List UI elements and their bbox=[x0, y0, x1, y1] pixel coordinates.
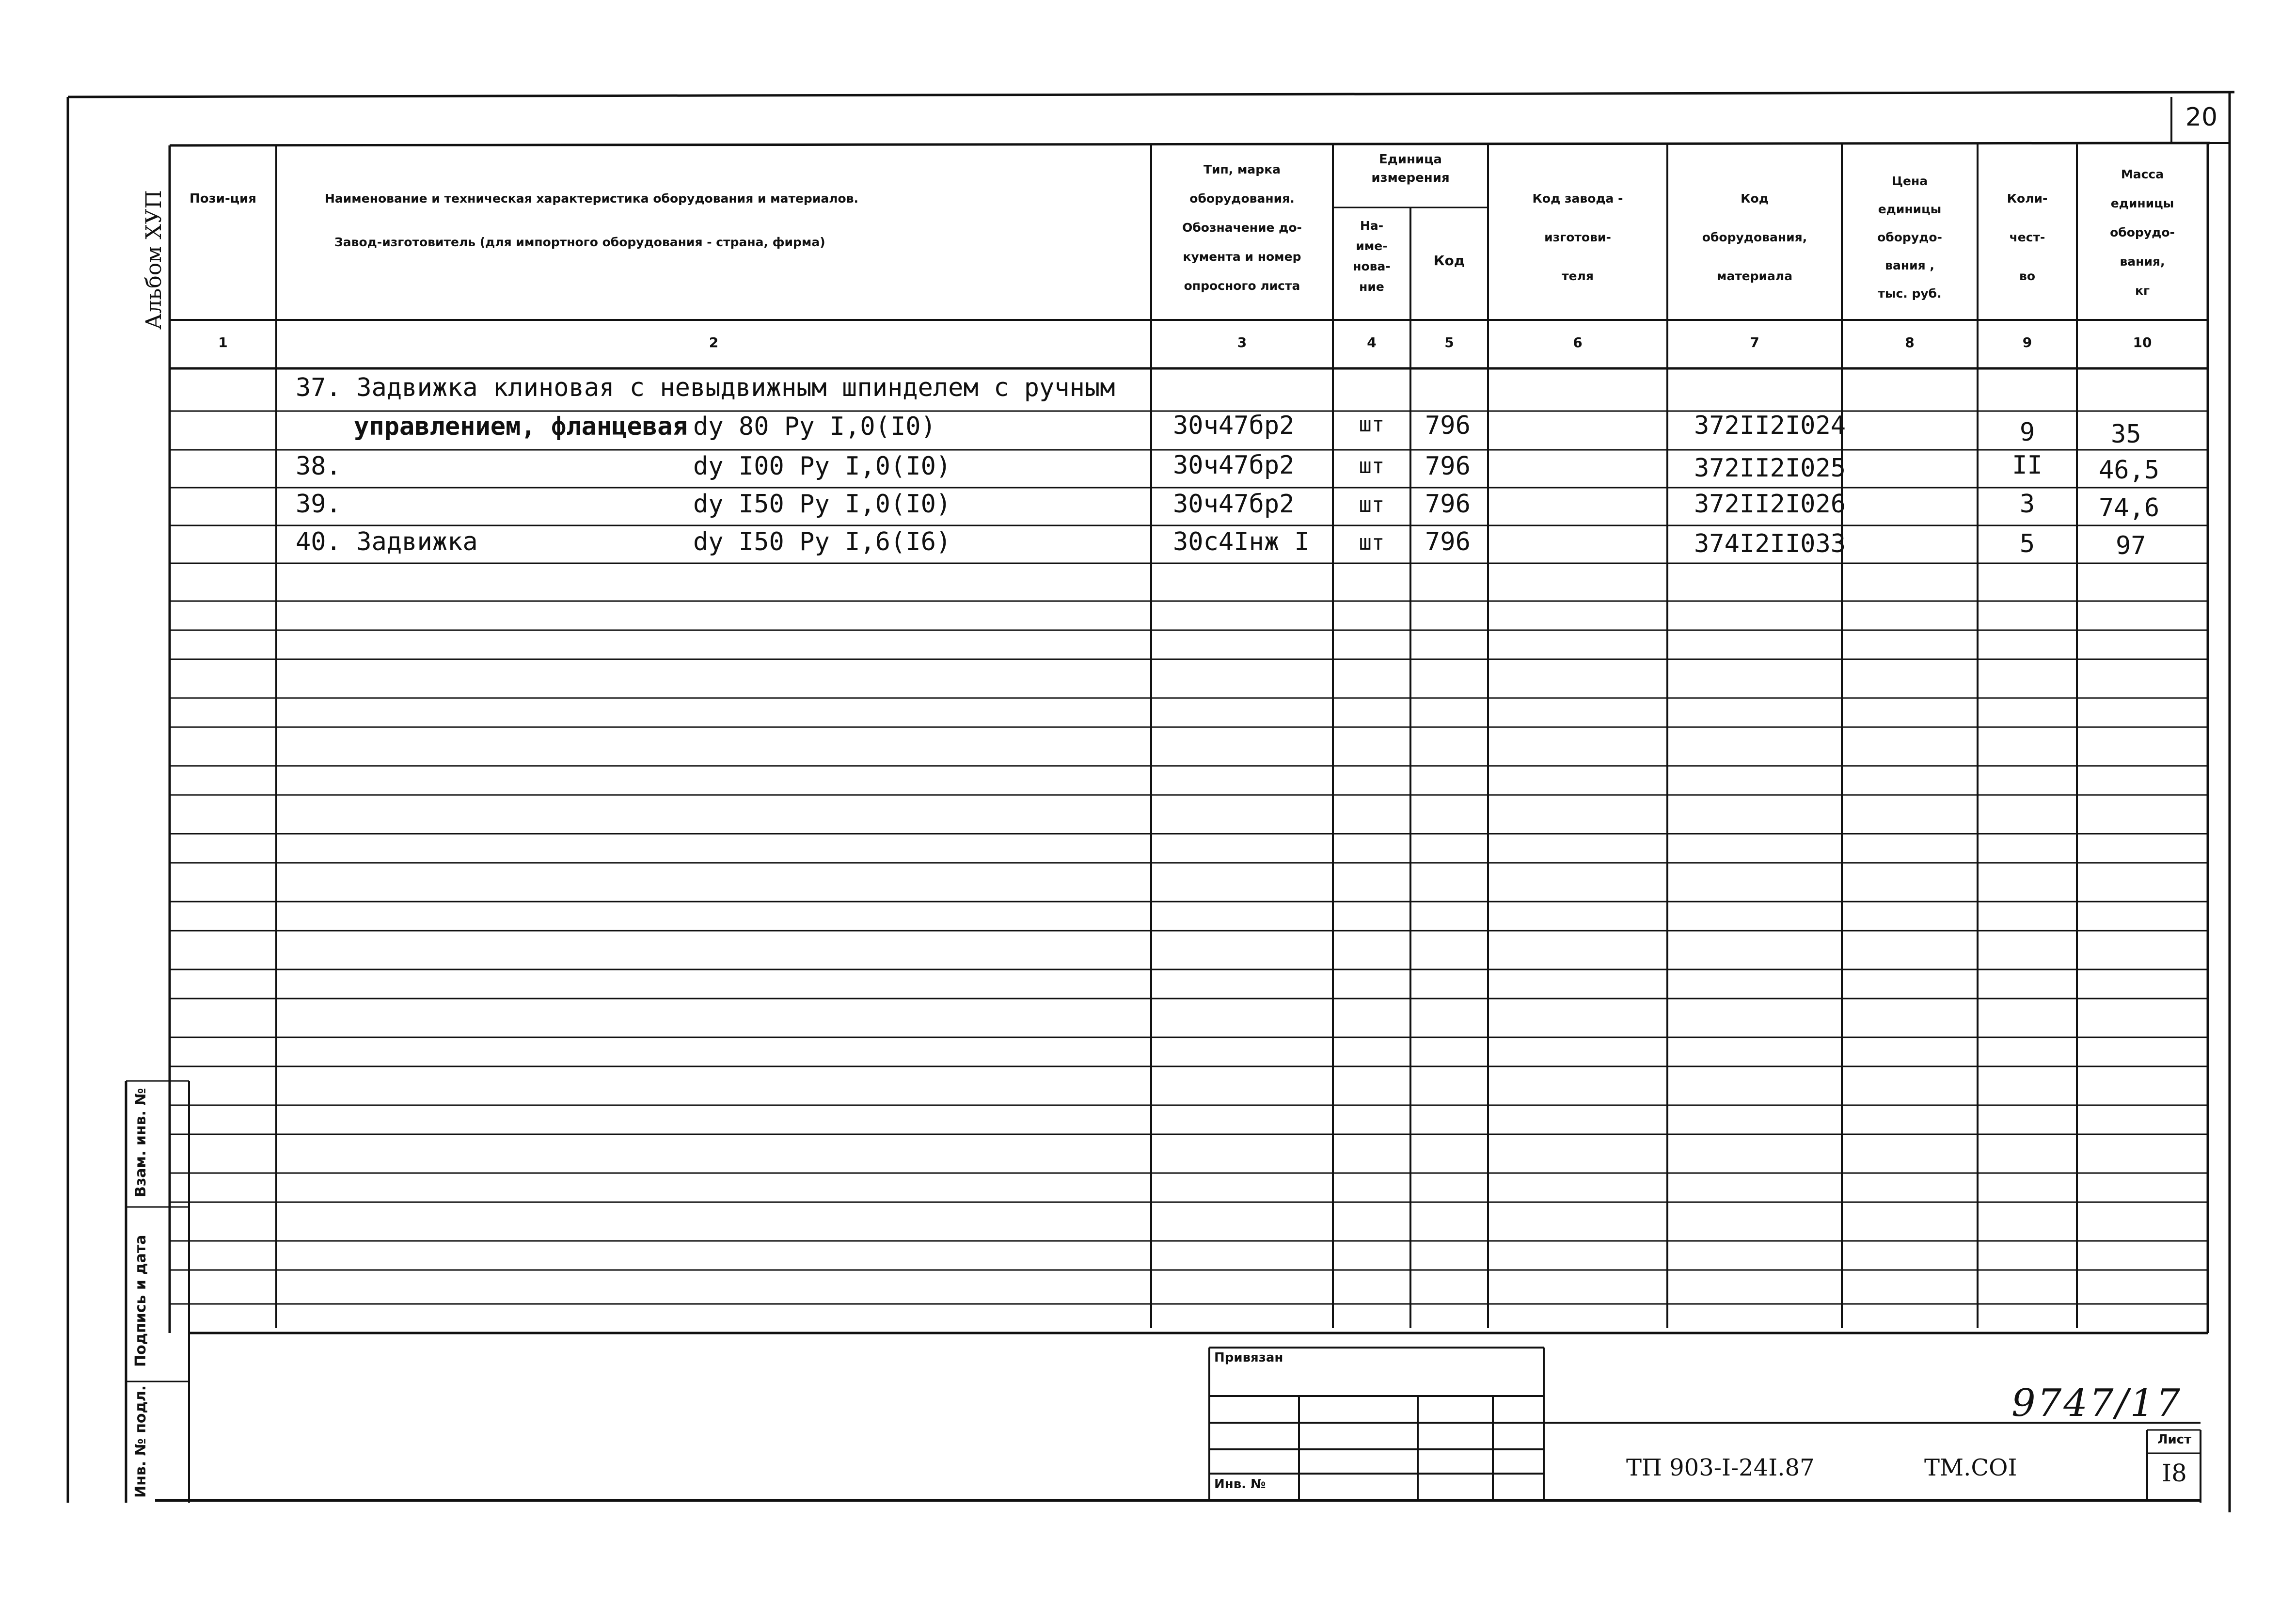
item-unit-code: 796 bbox=[1425, 452, 1471, 481]
header-unit-name-line: име- bbox=[1356, 239, 1388, 253]
header-price-line: Цена bbox=[1891, 174, 1928, 188]
header-plant-code-line: Код завода - bbox=[1532, 191, 1623, 206]
item-type: 30ч47бр2 bbox=[1173, 490, 1295, 519]
header-position: Пози-ция bbox=[190, 191, 256, 206]
column-number: 5 bbox=[1444, 334, 1454, 350]
item-mass: 97 bbox=[2116, 531, 2146, 560]
header-price-line: вания , bbox=[1885, 258, 1934, 272]
header-quantity-line: чест- bbox=[2009, 230, 2045, 244]
item-type: 30с4Iнж I bbox=[1173, 527, 1310, 556]
column-number: 7 bbox=[1750, 334, 1759, 350]
header-plant-code-line: теля bbox=[1562, 269, 1594, 283]
header-mass-line: вания, bbox=[2120, 254, 2165, 269]
item-equip-code: 372II2I024 bbox=[1694, 411, 1846, 440]
column-number: 8 bbox=[1905, 334, 1915, 350]
item-unit: шт bbox=[1359, 412, 1385, 437]
header-mass-line: кг bbox=[2135, 284, 2150, 298]
column-number: 10 bbox=[2133, 334, 2152, 350]
item-unit: шт bbox=[1359, 492, 1385, 517]
item-name: 40. Задвижка bbox=[296, 527, 478, 556]
column-number: 4 bbox=[1367, 334, 1377, 350]
column-number: 9 bbox=[2022, 334, 2032, 350]
stamp-exchange-inventory: Взам. инв. № bbox=[132, 1088, 149, 1197]
bound-label: Привязан bbox=[1214, 1350, 1283, 1365]
column-number: 1 bbox=[218, 334, 228, 350]
item-mass: 74,6 bbox=[2099, 493, 2160, 523]
header-price-line: тыс. руб. bbox=[1878, 286, 1942, 301]
page-number: 20 bbox=[2185, 103, 2218, 132]
sheet-label: Лист bbox=[2157, 1432, 2192, 1447]
header-equip-code-line: Код bbox=[1741, 191, 1769, 206]
header-type-line: Тип, марка bbox=[1203, 162, 1281, 176]
header-unit-name-line: нова- bbox=[1353, 259, 1391, 273]
column-number: 2 bbox=[709, 334, 719, 350]
header-mass-line: оборудо- bbox=[2110, 225, 2175, 239]
item-unit-code: 796 bbox=[1425, 490, 1471, 519]
stamp-original-inventory: Инв. № подл. bbox=[132, 1385, 149, 1498]
handwritten-number: 9747/17 bbox=[2011, 1381, 2183, 1425]
header-price bbox=[1844, 167, 1975, 308]
header-name-line1: Наименование и техническая характеристика оборудования и материалов. bbox=[325, 191, 859, 206]
header-unit-group: Единица измерения bbox=[1371, 152, 1450, 185]
header-plant-code bbox=[1490, 179, 1665, 296]
item-unit-code: 796 bbox=[1425, 527, 1471, 556]
header-price-line: единицы bbox=[1878, 202, 1942, 216]
item-name: 38. bbox=[296, 452, 341, 481]
header-mass-line: Масса bbox=[2121, 167, 2164, 181]
header-unit-code: Код bbox=[1433, 253, 1465, 269]
item-unit: шт bbox=[1359, 454, 1385, 478]
header-plant-code-line: изготови- bbox=[1544, 230, 1611, 244]
item-spec: dу I50 Ру I,6(I6) bbox=[693, 527, 951, 556]
header-name-line2: Завод-изготовитель (для импортного оборудования - страна, фирма) bbox=[334, 235, 825, 249]
item-type: 30ч47бр2 bbox=[1173, 451, 1295, 480]
item-name: 37. Задвижка клиновая с невыдвижным шпинделем с ручным bbox=[296, 373, 1115, 402]
document-mark: ТМ.COI bbox=[1924, 1454, 2017, 1481]
item-spec: dу I00 Ру I,0(I0) bbox=[693, 452, 951, 481]
item-quantity: 9 bbox=[2019, 418, 2035, 447]
item-name: 39. bbox=[296, 490, 341, 519]
item-mass: 35 bbox=[2111, 420, 2141, 449]
item-equip-code: 372II2I025 bbox=[1694, 454, 1846, 483]
column-number: 6 bbox=[1573, 334, 1583, 350]
inventory-label: Инв. № bbox=[1214, 1477, 1266, 1492]
document-code: ТП 903-I-24I.87 bbox=[1626, 1454, 1815, 1481]
header-price-line: оборудо- bbox=[1877, 230, 1942, 244]
header-quantity-line: Коли- bbox=[2007, 191, 2048, 206]
header-unit-name bbox=[1335, 216, 1408, 297]
item-quantity: II bbox=[2012, 451, 2043, 480]
item-quantity: 3 bbox=[2019, 490, 2035, 519]
header-equip-code bbox=[1670, 179, 1839, 296]
stamp-signature-date: Подпись и дата bbox=[132, 1235, 149, 1367]
header-type bbox=[1154, 155, 1330, 301]
header-type-line: кумента и номер bbox=[1183, 250, 1301, 264]
header-quantity-line: во bbox=[2019, 269, 2035, 283]
header-type-line: Обозначение до- bbox=[1182, 221, 1302, 235]
header-type-line: опросного листа bbox=[1184, 279, 1300, 293]
item-name: управлением, фланцевая bbox=[354, 412, 688, 441]
sheet-number: I8 bbox=[2162, 1459, 2187, 1487]
item-mass: 46,5 bbox=[2099, 456, 2160, 485]
item-unit-code: 796 bbox=[1425, 411, 1471, 440]
item-spec: dу I50 Ру I,0(I0) bbox=[693, 490, 951, 519]
item-spec: dу 80 Ру I,0(I0) bbox=[693, 412, 936, 441]
header-quantity bbox=[1980, 179, 2074, 296]
item-unit: шт bbox=[1359, 530, 1385, 555]
header-mass bbox=[2079, 160, 2205, 305]
header-mass-line: единицы bbox=[2110, 196, 2174, 210]
header-type-line: оборудования. bbox=[1189, 191, 1295, 206]
item-equip-code: 374I2II033 bbox=[1694, 529, 1846, 558]
album-label: Альбом ХУП bbox=[142, 190, 166, 330]
header-equip-code-line: оборудования, bbox=[1702, 230, 1807, 244]
header-unit-name-line: ние bbox=[1359, 280, 1384, 294]
header-equip-code-line: материала bbox=[1716, 269, 1793, 283]
column-number: 3 bbox=[1237, 334, 1247, 350]
item-quantity: 5 bbox=[2019, 529, 2035, 558]
item-type: 30ч47бр2 bbox=[1173, 411, 1295, 440]
item-equip-code: 372II2I026 bbox=[1694, 490, 1846, 519]
header-unit-name-line: На- bbox=[1360, 219, 1384, 233]
